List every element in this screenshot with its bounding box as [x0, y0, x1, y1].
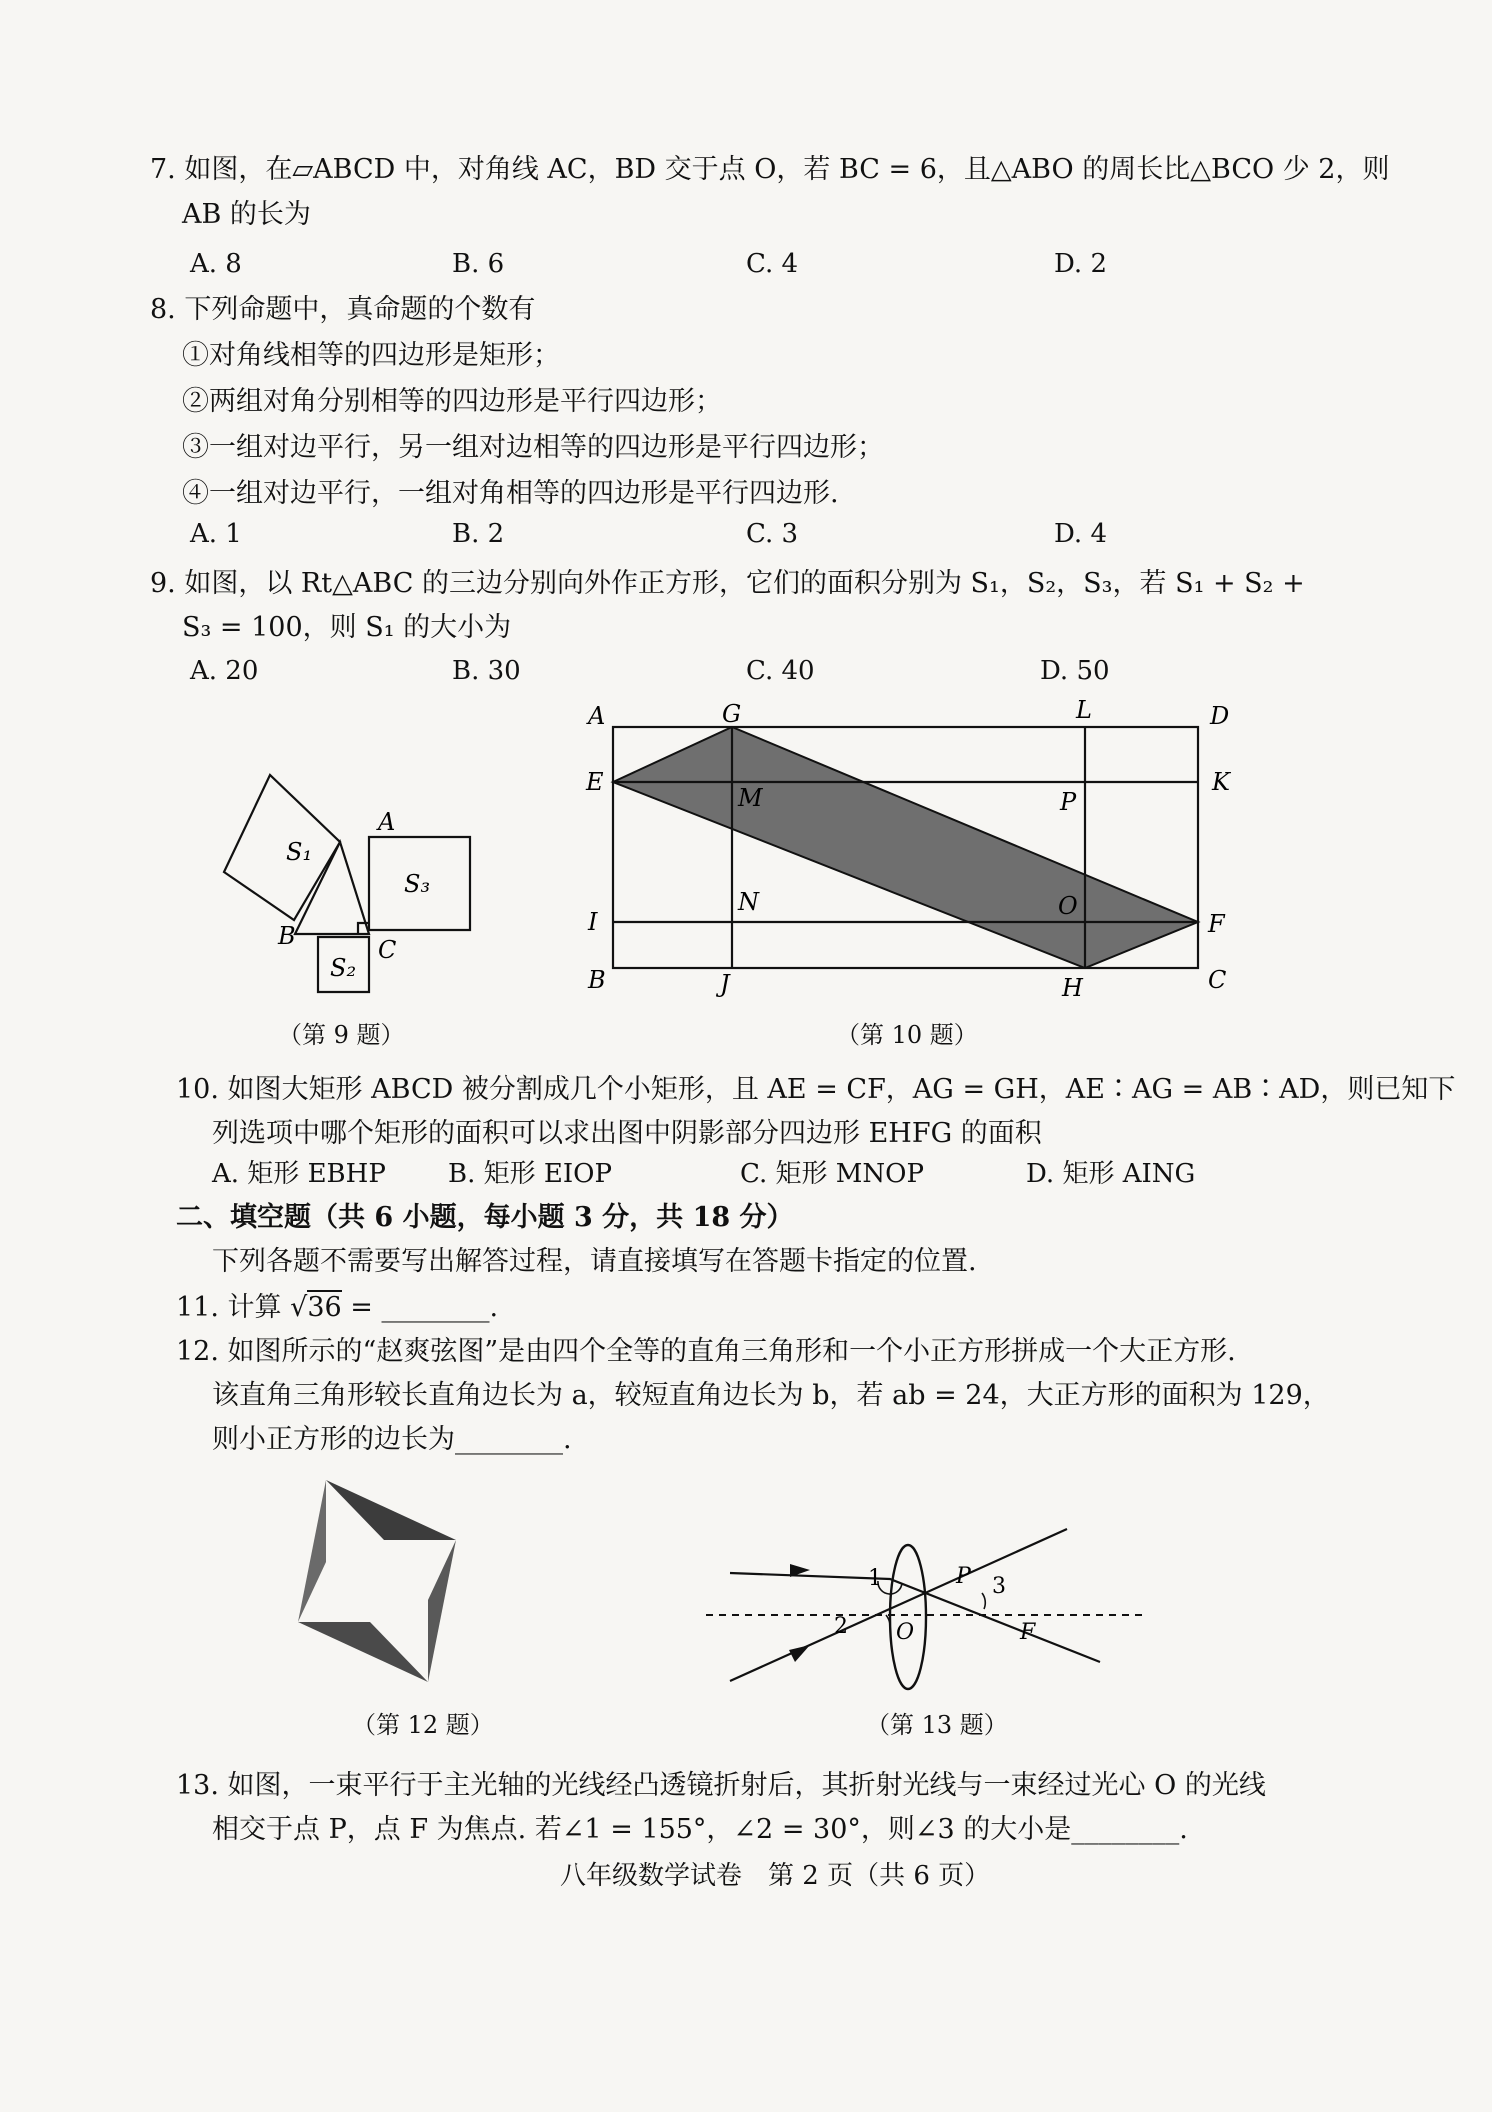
label-s2: S₂	[330, 954, 357, 982]
q7-stem-line1: 7. 如图，在▱ABCD 中，对角线 AC，BD 交于点 O，若 BC = 6，且△ABO 的周长比△BCO 少 2，则	[150, 154, 1390, 185]
q8-option-c: C. 3	[746, 519, 799, 549]
figure-12-caption: （第 12 题）	[352, 1711, 494, 1739]
page-footer: 八年级数学试卷 第 2 页（共 6 页）	[560, 1861, 991, 1891]
shaded-quadrilateral-ehfg	[613, 727, 1198, 968]
label-b: B	[278, 922, 296, 950]
q8-option-d: D. 4	[1054, 519, 1107, 549]
parallel-ray	[730, 1573, 1100, 1662]
q10-option-c: C. 矩形 MNOP	[740, 1159, 924, 1189]
label-s1: S₁	[286, 838, 313, 866]
q11-suffix: = ________.	[341, 1292, 499, 1323]
figure-10-caption: （第 10 题）	[836, 1021, 978, 1049]
label-3: 3	[992, 1574, 1006, 1599]
triangle-right	[428, 1540, 456, 1682]
figure-12	[286, 1472, 486, 1692]
label-f: F	[1020, 1620, 1036, 1645]
q10-option-b: B. 矩形 EIOP	[448, 1159, 612, 1189]
label-f: F	[1208, 910, 1225, 938]
q9-option-d: D. 50	[1040, 656, 1110, 686]
label-k: K	[1212, 768, 1230, 796]
triangle-bottom	[298, 1622, 428, 1682]
q8-option-a: A. 1	[190, 519, 242, 549]
q9-stem-line1: 9. 如图，以 Rt△ABC 的三边分别向外作正方形，它们的面积分别为 S₁，S₂，S₃，若 S₁ + S₂ +	[150, 568, 1305, 599]
q9-option-a: A. 20	[190, 656, 259, 686]
label-s3: S₃	[404, 870, 431, 898]
label-d: D	[1210, 702, 1230, 730]
label-c: C	[1208, 966, 1227, 994]
label-h: H	[1062, 974, 1083, 1000]
label-e: E	[586, 768, 604, 796]
q8-item-4: ④一组对边平行，一组对角相等的四边形是平行四边形.	[182, 478, 839, 509]
q8-item-3: ③一组对边平行，另一组对边相等的四边形是平行四边形；	[182, 432, 884, 463]
label-b: B	[588, 966, 606, 994]
square-s1	[224, 775, 340, 920]
q8-item-1: ①对角线相等的四边形是矩形；	[182, 340, 560, 371]
label-p: P	[956, 1564, 971, 1589]
q11-radicand: 36	[307, 1292, 342, 1323]
q12-stem-line3: 则小正方形的边长为________.	[212, 1424, 572, 1455]
q11-stem	[176, 1290, 498, 1326]
label-o: O	[896, 1620, 915, 1645]
label-1: 1	[868, 1566, 882, 1591]
q13-stem-line1: 13. 如图，一束平行于主光轴的光线经凸透镜折射后，其折射光线与一束经过光心 O 的光线	[176, 1770, 1266, 1801]
q7-option-c: C. 4	[746, 249, 799, 279]
label-2: 2	[834, 1614, 848, 1639]
q11-prefix: 11. 计算	[176, 1292, 291, 1323]
q8-option-b: B. 2	[452, 519, 505, 549]
section-2-instruction: 下列各题不需要写出解答过程，请直接填写在答题卡指定的位置.	[212, 1246, 977, 1277]
label-c: C	[378, 936, 397, 964]
q7-option-a: A. 8	[190, 249, 242, 279]
q10-option-d: D. 矩形 AING	[1026, 1159, 1196, 1189]
figure-9-caption: （第 9 题）	[278, 1021, 405, 1049]
label-a: A	[588, 702, 606, 730]
label-n: N	[738, 888, 759, 916]
convex-lens	[890, 1545, 926, 1689]
q9-stem-line2: S₃ = 100，则 S₁ 的大小为	[182, 612, 512, 643]
q7-option-b: B. 6	[452, 249, 505, 279]
q13-stem-line2: 相交于点 P，点 F 为焦点. 若∠1 = 155°，∠2 = 30°，则∠3 的大小是________.	[212, 1814, 1188, 1845]
q7-stem-line2: AB 的长为	[182, 199, 311, 230]
angle-3-arc	[982, 1593, 985, 1609]
q10-option-a: A. 矩形 EBHP	[212, 1159, 386, 1189]
triangle-top	[326, 1480, 456, 1540]
q7-option-d: D. 2	[1054, 249, 1107, 279]
sqrt-sign: √	[290, 1292, 308, 1323]
label-m: M	[738, 784, 763, 812]
q8-item-2: ②两组对角分别相等的四边形是平行四边形；	[182, 386, 722, 417]
figure-9	[200, 760, 500, 1020]
q9-option-c: C. 40	[746, 656, 815, 686]
label-p: P	[1060, 788, 1077, 816]
label-l: L	[1076, 700, 1092, 724]
arrow-bottom	[789, 1645, 810, 1662]
q9-option-b: B. 30	[452, 656, 521, 686]
label-j: J	[720, 970, 730, 998]
section-2-title: 二、填空题（共 6 小题，每小题 3 分，共 18 分）	[176, 1202, 794, 1233]
label-g: G	[722, 700, 742, 728]
label-i: I	[588, 908, 598, 936]
triangle-left	[298, 1480, 326, 1622]
q10-stem-line2: 列选项中哪个矩形的面积可以求出图中阴影部分四边形 EHFG 的面积	[212, 1118, 1042, 1149]
figure-13	[700, 1475, 1160, 1695]
figure-13-caption: （第 13 题）	[866, 1711, 1008, 1739]
figure-10	[580, 700, 1240, 1000]
label-o: O	[1058, 892, 1078, 920]
q10-stem-line1: 10. 如图大矩形 ABCD 被分割成几个小矩形，且 AE = CF，AG = GH，AE∶AG = AB∶AD，则已知下	[176, 1074, 1456, 1105]
center-ray	[730, 1529, 1067, 1681]
q12-stem-line1: 12. 如图所示的“赵爽弦图”是由四个全等的直角三角形和一个小正方形拼成一个大正方形.	[176, 1336, 1236, 1367]
q12-stem-line2: 该直角三角形较长直角边长为 a，较短直角边长为 b，若 ab = 24，大正方形的面积为 129，	[212, 1380, 1330, 1411]
q8-stem: 8. 下列命题中，真命题的个数有	[150, 294, 536, 325]
label-a: A	[378, 808, 396, 836]
